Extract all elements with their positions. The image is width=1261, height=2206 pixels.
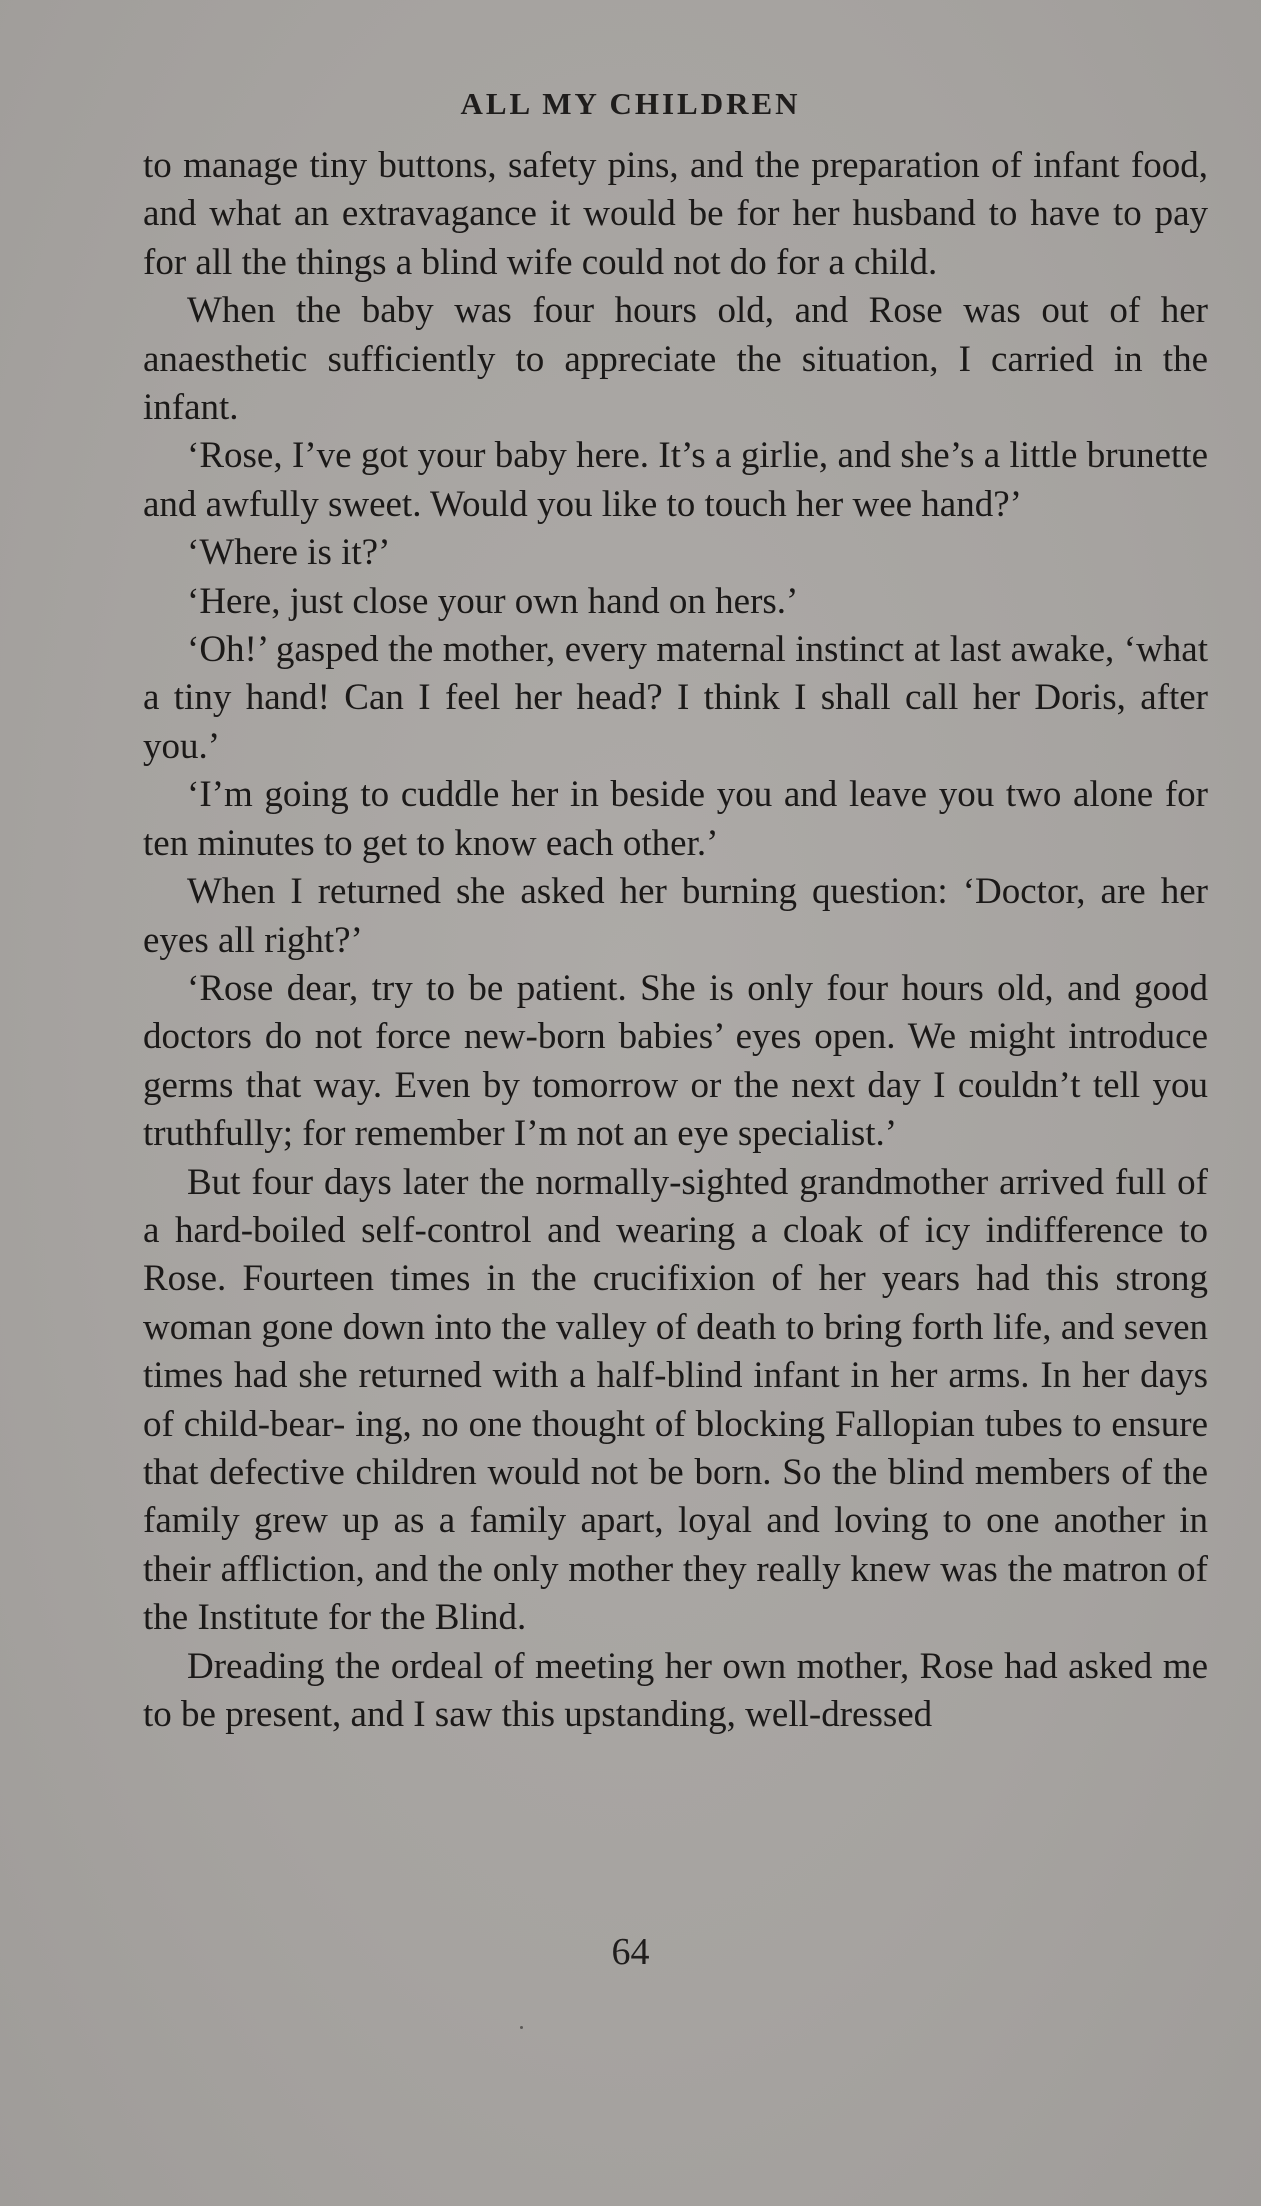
body-text (143, 142, 1208, 1739)
paragraph: But four days later the normally-sighted grandmother arrived full of a hard-boiled self-control and wearing a cloak of icy indifference to Rose. Fourteen times in the crucifixion of her years had this strong woman gone down into the valley of death to bring forth life, and seven times had she returned with a half-blind infant in her arms. In her days of child-bear- ing, no one thought of blocking Fallopian tubes to ensure that defective children would not be born. So the blind members of the family grew up as a family apart, loyal and loving to one another in their affliction, and the only mother they really knew was the matron of the Institute for the Blind. (143, 1161, 1208, 1639)
running-head: ALL MY CHILDREN (460, 86, 801, 121)
paragraph: Dreading the ordeal of meeting her own mother, Rose had asked me to be present, and I saw this upstanding, well-dressed (143, 1645, 1208, 1735)
paragraph: When the baby was four hours old, and Rose was out of her anaesthetic sufficiently to appreciate the situation, I carried in the infant. (143, 290, 1208, 429)
paragraph: When I returned she asked her burning question: ‘Doctor, are her eyes all right?’ (143, 871, 1208, 961)
paragraph: ‘I’m going to cuddle her in beside you and leave you two alone for ten minutes to get to know each other.’ (143, 774, 1208, 864)
paragraph: ‘Oh!’ gasped the mother, every maternal instinct at last awake, ‘what a tiny hand! Can I feel her head? I think I shall call her Doris, after you.’ (143, 629, 1208, 767)
paragraph: ‘Rose dear, try to be patient. She is only four hours old, and good doctors do not force new-born babies’ eyes open. We might introduce germs that way. Even by tomorrow or the next day I couldn’t tell you truthfully; for remember I’m not an eye specialist.’ (143, 967, 1208, 1155)
paragraph: ‘Here, just close your own hand on hers.’ (187, 580, 799, 622)
paragraph: ‘Where is it?’ (187, 532, 391, 574)
paper-speck (520, 2026, 523, 2029)
page-number: 64 (611, 1931, 650, 1973)
paragraph: to manage tiny buttons, safety pins, and the preparation of infant food, and what an extravagance it would be for her husband to have to pay for all the things a blind wife could not do for a child. (143, 145, 1208, 283)
paragraph: ‘Rose, I’ve got your baby here. It’s a girlie, and she’s a little brunette and awfully sweet. Would you like to touch her wee hand?’ (143, 435, 1208, 525)
